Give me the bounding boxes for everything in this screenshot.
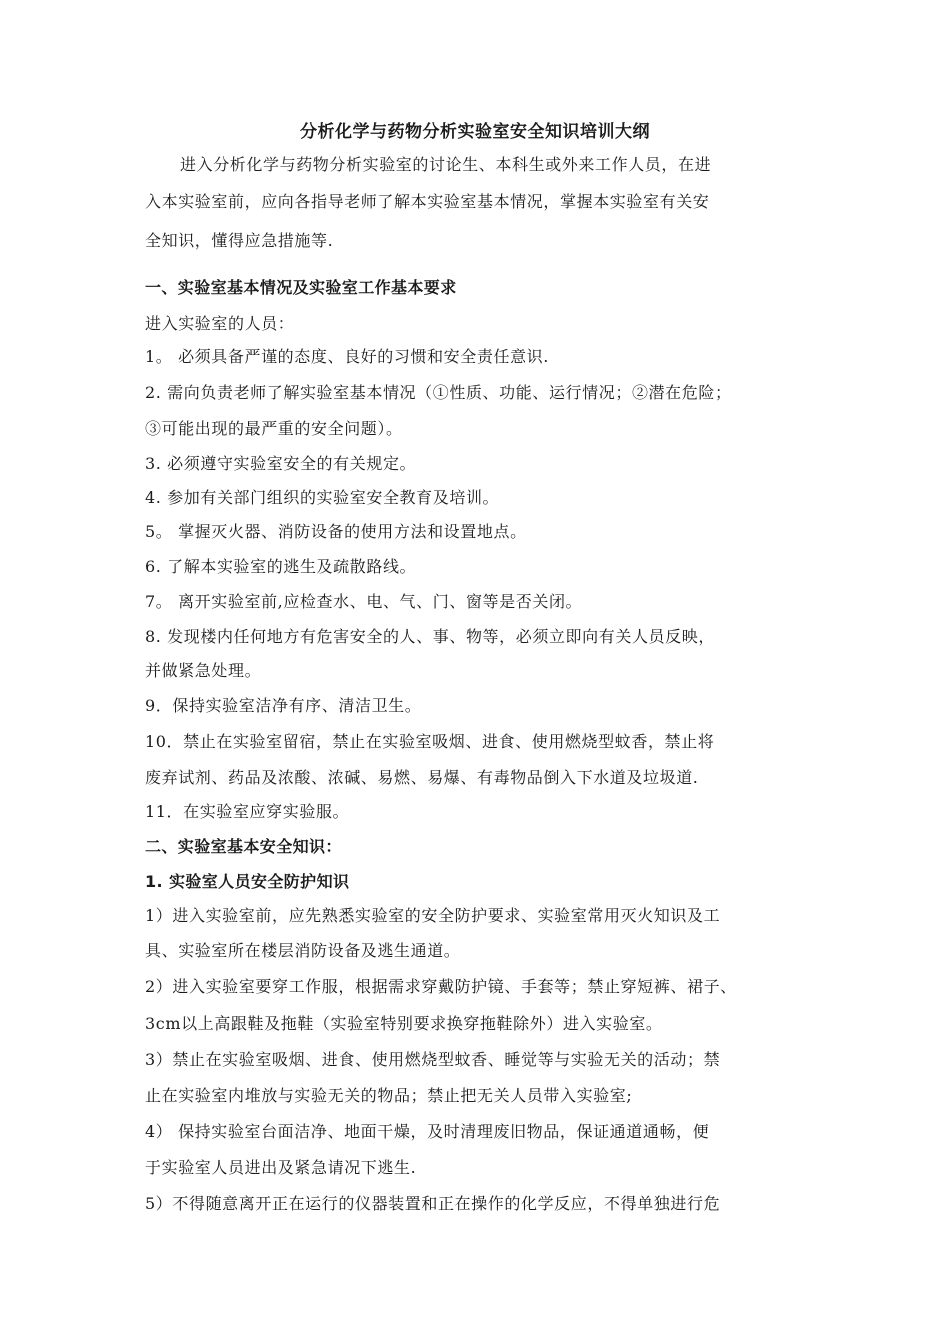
list-item: 7。 离开实验室前,应检查水、电、气、门、窗等是否关闭。 — [145, 592, 583, 611]
list-item: 9．保持实验室洁净有序、清洁卫生。 — [145, 696, 422, 715]
list-item: 于实验室人员进出及紧急请况下逃生. — [145, 1158, 417, 1177]
intro-line: 全知识，懂得应急措施等. — [145, 231, 334, 250]
list-item: 1）进入实验室前，应先熟悉实验室的安全防护要求、实验室常用灭火知识及工 — [145, 906, 721, 925]
list-item: 10．禁止在实验室留宿，禁止在实验室吸烟、进食、使用燃烧型蚊香，禁止将 — [145, 732, 715, 751]
list-item: 11．在实验室应穿实验服。 — [145, 802, 350, 821]
section-lead: 进入实验室的人员： — [145, 314, 295, 333]
list-item: 3. 必须遵守实验室安全的有关规定。 — [145, 454, 417, 473]
list-item: ③可能出现的最严重的安全问题）。 — [145, 419, 403, 438]
list-item: 3cm以上高跟鞋及拖鞋（实验室特别要求换穿拖鞋除外）进入实验室。 — [145, 1014, 663, 1033]
subsection-heading: 1. 实验室人员安全防护知识 — [145, 872, 350, 891]
list-item: 5。 掌握灭火器、消防设备的使用方法和设置地点。 — [145, 522, 527, 541]
section-heading: 二、实验室基本安全知识： — [145, 837, 342, 856]
list-item: 8. 发现楼内任何地方有危害安全的人、事、物等，必须立即向有关人员反映， — [145, 627, 715, 646]
list-item: 并做紧急处理。 — [145, 661, 262, 680]
list-item: 2. 需向负责老师了解实验室基本情况（①性质、功能、运行情况；②潜在危险； — [145, 383, 732, 402]
intro-line: 进入分析化学与药物分析实验室的讨论生、本科生或外来工作人员，在进 — [180, 155, 712, 174]
list-item: 4. 参加有关部门组织的实验室安全教育及培训。 — [145, 488, 500, 507]
section-heading: 一、实验室基本情况及实验室工作基本要求 — [145, 278, 457, 297]
list-item: 1。 必须具备严谨的态度、良好的习惯和安全责任意识. — [145, 347, 549, 366]
intro-line: 入本实验室前，应向各指导老师了解本实验室基本情况，掌握本实验室有关安 — [145, 192, 710, 211]
list-item: 5）不得随意离开正在运行的仪器装置和正在操作的化学反应，不得单独进行危 — [145, 1194, 721, 1213]
document-title: 分析化学与药物分析实验室安全知识培训大纲 — [300, 122, 650, 142]
list-item: 废弃试剂、药品及浓酸、浓碱、易燃、易爆、有毒物品倒入下水道及垃圾道. — [145, 768, 699, 787]
list-item: 6. 了解本实验室的逃生及疏散路线。 — [145, 557, 417, 576]
list-item: 4） 保持实验室台面洁净、地面干燥，及时清理废旧物品，保证通道通畅，便 — [145, 1122, 710, 1141]
list-item: 止在实验室内堆放与实验无关的物品；禁止把无关人员带入实验室; — [145, 1086, 633, 1105]
list-item: 3）禁止在实验室吸烟、进食、使用燃烧型蚊香、睡觉等与实验无关的活动；禁 — [145, 1050, 721, 1069]
list-item: 具、实验室所在楼层消防设备及逃生通道。 — [145, 941, 461, 960]
list-item: 2）进入实验室要穿工作服，根据需求穿戴防护镜、手套等；禁止穿短裤、裙子、 — [145, 977, 737, 996]
